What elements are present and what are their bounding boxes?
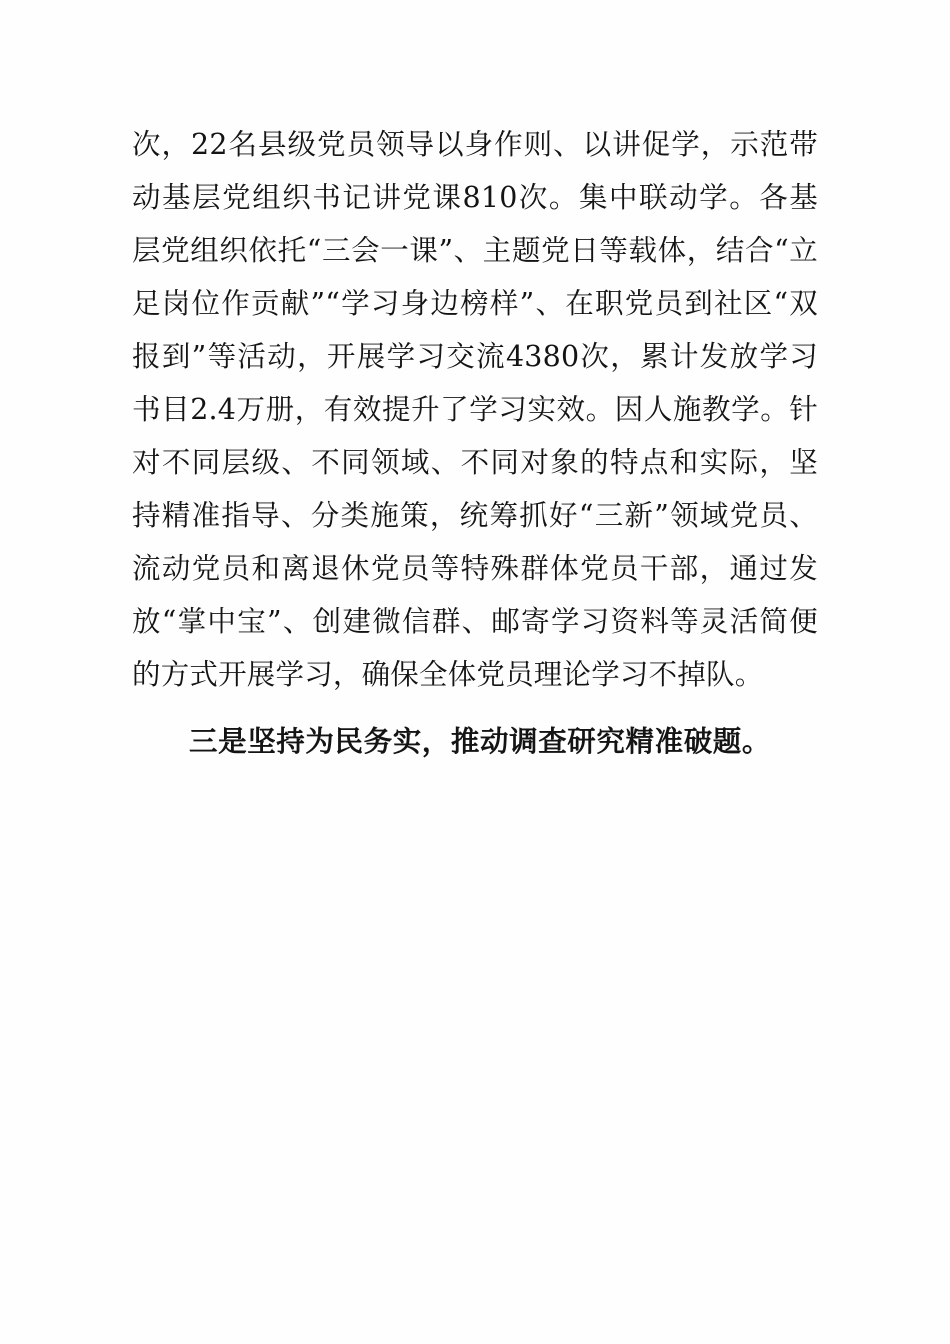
paragraph-heading-three: 三是坚持为民务实，推动调查研究精准破题。: [189, 724, 772, 758]
paragraph-continued: 次，22名县级党员领导以身作则、以讲促学，示范带动基层党组织书记讲党课810次。集中联动学。各基层党组织依托“三会一课”、主题党日等载体，结合“立足岗位作贡献”“学习身边榜样”、在职党员到社区“双报到”等活动，开展学习交流4380次，累计发放学习书目2.4万册，有效提升了学习实效。因人施教学。针对不同层级、不同领域、不同对象的特点和实际，坚持精准指导、分类施策，统筹抓好“三新”领域党员、流动党员和离退休党员等特殊群体党员干部，通过发放“掌中宝”、创建微信群、邮寄学习资料等灵活简便的方式开展学习，确保全体党员理论学习不掉队。: [132, 128, 818, 691]
document-body: [132, 118, 818, 768]
